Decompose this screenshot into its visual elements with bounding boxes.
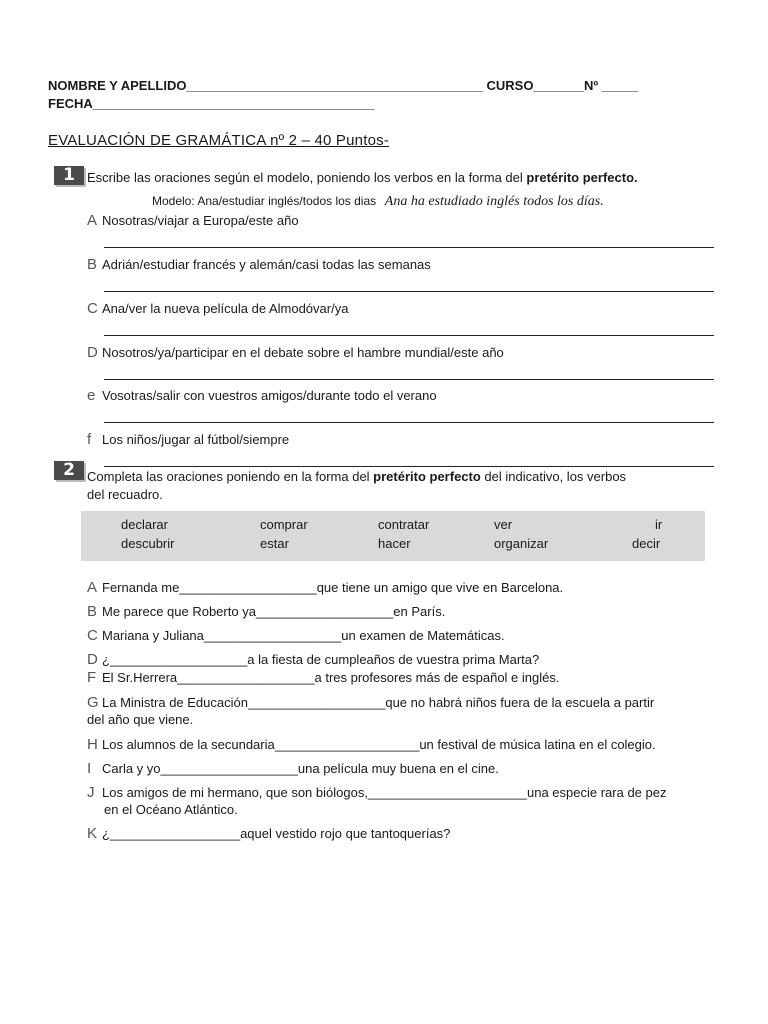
instruction-emphasis: pretérito perfecto. [526,170,638,185]
item-sentence: Los amigos de mi hermano, que son biólogos,______________________una especie rara de pez [102,785,667,800]
item-letter: F [87,669,97,686]
item-sentence: ¿__________________aquel vestido rojo que tantoquerías? [102,826,451,841]
item-sentence: El Sr.Herrera___________________a tres profesores más de español e inglés. [102,670,560,685]
item-letter: e [87,387,96,404]
exercise-2-item-c [87,627,505,644]
exercise-1-item-e [87,387,437,404]
exercise-2-item-b [87,603,445,620]
exercise-2-item-g [87,694,654,711]
item-letter: f [87,431,92,448]
model-answer: Ana ha estudiado inglés todos los días. [384,194,604,209]
exercise-1-item-d [87,344,504,361]
exercise-2-item-j [87,784,666,801]
item-letter: B [87,603,98,620]
item-letter: D [87,651,98,668]
model-example [152,193,604,210]
instruction-text: Escribe las oraciones según el modelo, poniendo los verbos en la forma del [87,170,527,185]
item-sentence: Mariana y Juliana___________________un examen de Matemáticas. [102,628,505,643]
item-letter: A [87,212,98,229]
model-label: Modelo: Ana/estudiar inglés/todos los dias [152,194,377,208]
section-2-number-badge: 2 [54,461,84,480]
verb-word: comprar [260,517,308,532]
exercise-2-item-i [87,760,499,777]
exercise-2-item-a [87,579,563,596]
verb-box [81,511,705,561]
answer-line[interactable] [104,466,714,467]
verb-word: declarar [121,517,168,532]
answer-line[interactable] [104,335,714,336]
item-prompt: Nosotros/ya/participar en el debate sobre el hambre mundial/este año [102,345,504,360]
item-letter: G [87,694,99,711]
instruction-emphasis: pretérito perfecto [373,469,481,484]
item-sentence: Fernanda me___________________que tiene un amigo que vive en Barcelona. [102,580,564,595]
item-letter: H [87,736,98,753]
section-2-instruction [87,469,626,484]
item-letter: C [87,300,98,317]
item-prompt: Adrián/estudiar francés y alemán/casi todas las semanas [102,257,431,272]
date-line: FECHA_______________________________________ [48,96,375,111]
instruction-text: del indicativo, los verbos [480,469,627,484]
item-sentence: La Ministra de Educación___________________que no habrá niños fuera de la escuela a partir [102,695,655,710]
instruction-text: Completa las oraciones poniendo en la forma del [87,469,374,484]
exercise-1-item-c [87,300,348,317]
answer-line[interactable] [104,291,714,292]
verb-word: organizar [494,536,549,551]
item-prompt: Vosotras/salir con vuestros amigos/durante todo el verano [102,388,437,403]
exercise-2-item-d [87,651,539,668]
item-prompt: Nosotras/viajar a Europa/este año [102,213,299,228]
section-1-number-badge: 1 [54,166,84,185]
exercise-2-item-j-continued: en el Océano Atlántico. [104,802,238,817]
answer-line[interactable] [104,247,714,248]
section-1-instruction [87,170,638,185]
exercise-2-item-f [87,669,559,686]
item-sentence: ¿___________________a la fiesta de cumpleaños de vuestra prima Marta? [102,652,540,667]
item-letter: J [87,784,95,801]
section-2-instruction-line2: del recuadro. [87,487,163,502]
item-sentence: Carla y yo___________________una película muy buena en el cine. [102,761,499,776]
item-prompt: Los niños/jugar al fútbol/siempre [102,432,290,447]
exercise-2-item-g-continued: del año que viene. [87,712,194,727]
item-letter: I [87,760,92,777]
name-course-line: NOMBRE Y APELLIDO_________________________________________ CURSO_______Nº _____ [48,78,638,93]
verb-word: hacer [378,536,411,551]
verb-word: descubrir [121,536,175,551]
item-letter: C [87,627,98,644]
item-prompt: Ana/ver la nueva película de Almodóvar/ya [102,301,349,316]
item-letter: B [87,256,98,273]
item-sentence: Me parece que Roberto ya___________________en París. [102,604,446,619]
verb-word: ver [494,517,513,532]
item-letter: K [87,825,98,842]
verb-word: decir [632,536,661,551]
item-letter: A [87,579,98,596]
exercise-2-item-k [87,825,450,842]
verb-word: ir [655,517,663,532]
exercise-1-item-b [87,256,431,273]
exercise-2-item-h [87,736,656,753]
answer-line[interactable] [104,422,714,423]
exercise-1-item-f [87,431,289,448]
item-sentence: Los alumnos de la secundaria____________________un festival de música latina en el colegio. [102,737,656,752]
exercise-1-item-a [87,212,299,229]
item-letter: D [87,344,98,361]
page-title: EVALUACIÓN DE GRAMÁTICA nº 2 – 40 Puntos- [48,132,390,149]
answer-line[interactable] [104,379,714,380]
verb-word: contratar [378,517,430,532]
verb-word: estar [260,536,289,551]
